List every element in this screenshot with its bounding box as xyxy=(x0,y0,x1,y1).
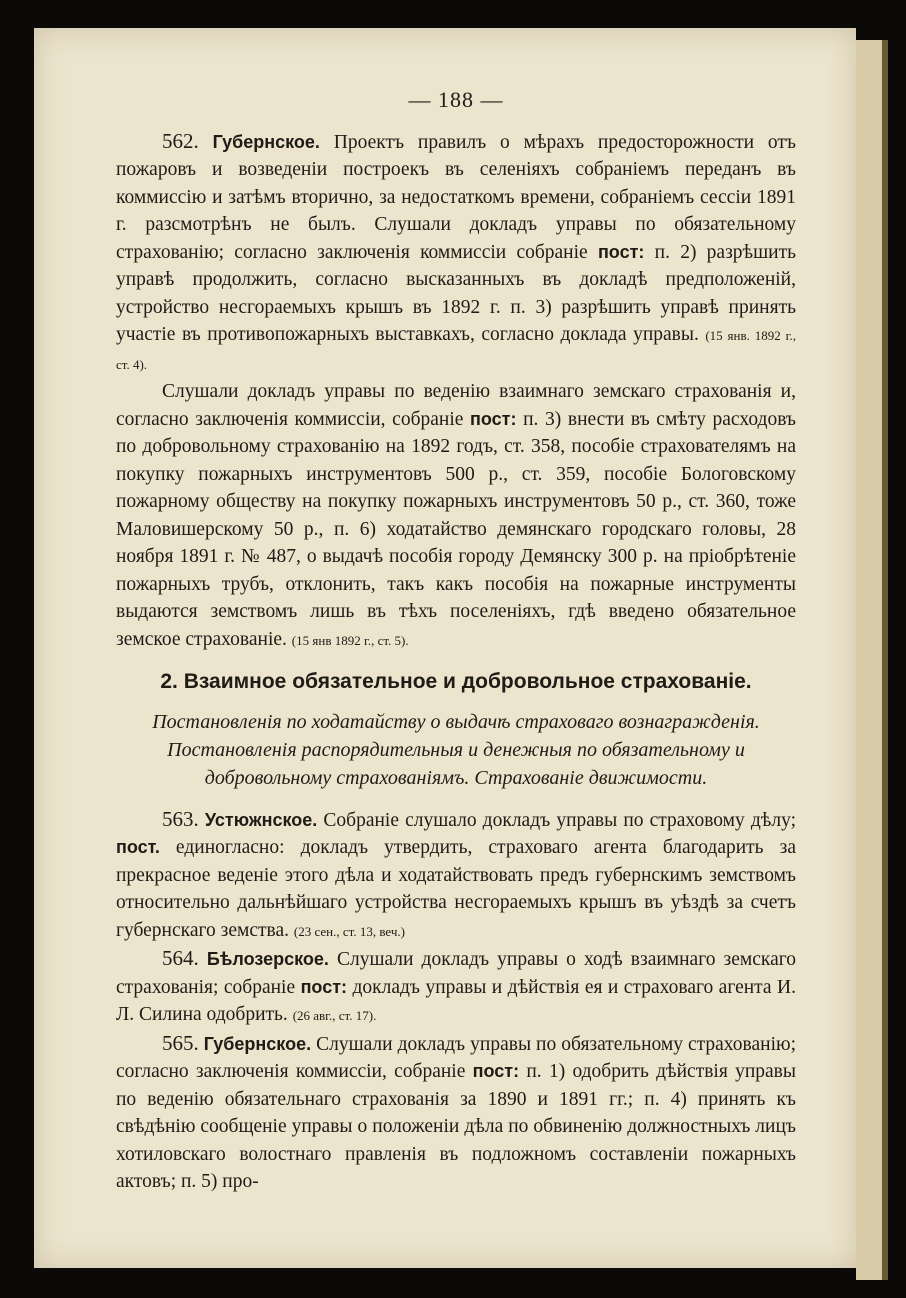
resolution-mark: пост. xyxy=(116,837,160,857)
binding-edge xyxy=(882,40,888,1280)
entry-heading: Губернское. xyxy=(212,131,320,152)
resolution-mark: пост: xyxy=(597,241,645,262)
entry-text: п. 1) одобрить дѣйствiя управы по веденiю обязательнаго страхованiя за 1890 и 1891 гг.; п. 4) принять къ свѣдѣнiю сообщенiе управы о положенiи дѣла по обвиненiю должностныхъ лицъ хотиловскаго волостнаго правленiя въ подложномъ составленiи пожарныхъ актовъ; п. 5) про- xyxy=(116,1061,796,1192)
citation: (23 сен., ст. 13, веч.) xyxy=(293,923,405,939)
paragraph-text: п. 3) внести въ смѣту расходовъ по добровольному страхованiю на 1892 годъ, ст. 358, пособiе страхователямъ на покупку пожарныхъ инструментовъ 500 р., ст. 359, пособiе Бологовскому пожарному обществу на покупку пожарныхъ инструментовъ 50 р., ст. 360, тоже Маловишерскому 50 р., п. 6) ходатайство демянскаго городскаго головы, 28 ноября 1891 г. № 487, о выдачѣ пособiя городу Демянску 300 р. на прiобрѣтенiе пожарныхъ трубъ, отклонить, такъ какъ пособiя на пожарные инструменты выдаются земствомъ лишь въ тѣхъ поселенiяхъ, гдѣ введено обязательное земское страхованiе. xyxy=(116,408,796,650)
entry-562 xyxy=(116,128,796,379)
entry-565 xyxy=(116,1030,796,1196)
citation: (15 янв. 1892 г., ст. 4). xyxy=(116,328,796,372)
entry-563 xyxy=(116,806,796,946)
paragraph-text: Слушали докладъ управы по веденiю взаимнаго земскаго страхованiя и, согласно заключенiя коммиссiи, собранiе xyxy=(116,381,796,430)
entry-text: Слушали докладъ управы о ходѣ взаимнаго земскаго страхованiя; собранiе xyxy=(116,949,797,998)
page-edge xyxy=(856,40,882,1280)
page-number: — 188 — xyxy=(408,87,504,112)
entry-text: докладъ управы и дѣйствiя ея и страховаго агента И. Л. Силина одобрить. xyxy=(116,976,796,1025)
entry-text: Проектъ правилъ о мѣрахъ предосторожности отъ пожаровъ и возведенiи построекъ въ селенiяхъ собранiемъ переданъ въ коммиссiю и затѣмъ вторично, за недостаткомъ времени, собранiемъ сессiи 1891 г. разсмотрѣнъ не былъ. Слушали докладъ управы по обязательному страхованiю; согласно заключенiя коммиссiи собранiе xyxy=(116,131,797,263)
citation: (26 авг., ст. 17). xyxy=(292,1008,377,1023)
entry-number: 565. xyxy=(162,1030,199,1055)
page-content xyxy=(116,86,796,1196)
entry-564 xyxy=(116,945,796,1030)
section-title: 2. Взаимное обязательное и добровольное страхованiе. xyxy=(160,670,752,693)
entry-number: 562. xyxy=(162,128,199,153)
entry-heading: Губернское. xyxy=(203,1033,312,1054)
resolution-mark: пост: xyxy=(472,1061,520,1081)
entry-text: единогласно: докладъ утвердить, страховаго агента благодарить за прекрасное веденiе этого дѣла и ходатайствовать предъ губернскимъ земствомъ относительно дальнѣйшаго устройства несгораемыхъ крышъ въ уѣздѣ за счетъ губернскаго земства. xyxy=(116,837,796,941)
entry-heading: Бѣлозерское. xyxy=(206,949,329,969)
paragraph-2 xyxy=(116,378,796,654)
entry-text: Собранiе слушало докладъ управы по страховому дѣлу; xyxy=(317,809,796,831)
section-subtitle: Постановленiя по ходатайству о выдачѣ страховаго вознагражденiя. Постановленiя распорядительныя и денежныя по обязательному и добровольному страхованiямъ. Страхованiе движимости. xyxy=(152,710,760,789)
resolution-mark: пост: xyxy=(470,408,517,429)
resolution-mark: пост: xyxy=(300,976,348,997)
entry-heading: Устюжнское. xyxy=(204,809,318,830)
entry-text: п. 2) разрѣшить управѣ продолжить, согласно высказанныхъ въ докладѣ предположенiй, устройство несгораемыхъ крышъ въ 1892 г. п. 3) разрѣшить управѣ принять участiе въ противопожарныхъ выставкахъ, согласно доклада управы. xyxy=(116,241,796,345)
entry-number: 563. xyxy=(162,806,199,831)
entry-text: Слушали докладъ управы по обязательному страхованiю; согласно заключенiя коммиссiи, собранiе xyxy=(116,1033,796,1082)
entry-number: 564. xyxy=(162,946,199,970)
citation: (15 янв 1892 г., ст. 5). xyxy=(291,632,409,648)
